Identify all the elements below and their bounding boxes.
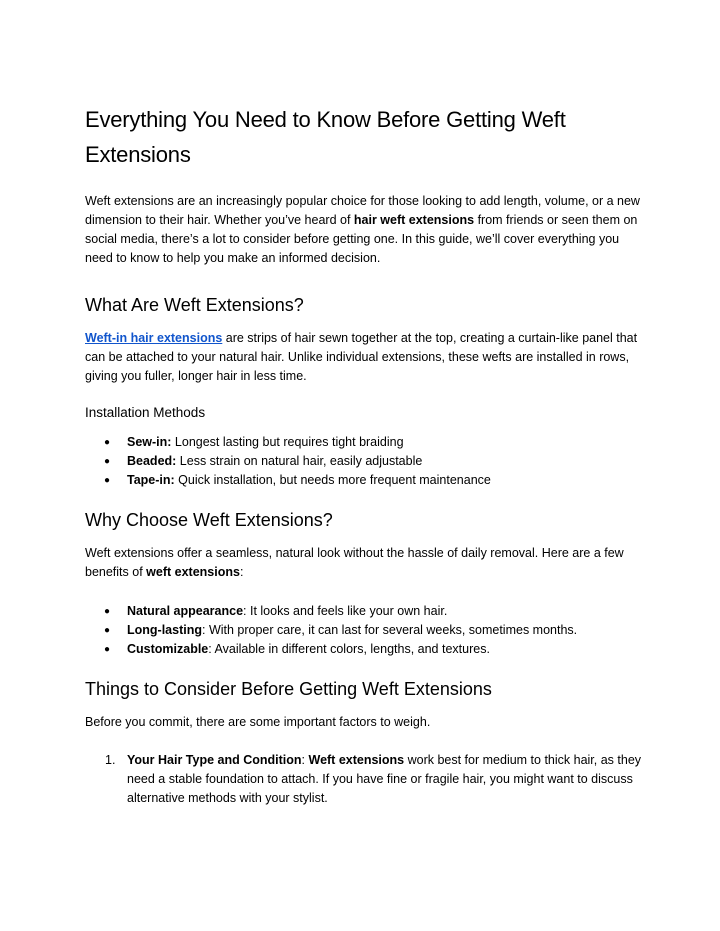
benefit-label: Long-lasting xyxy=(127,623,202,637)
consideration-text: work best for medium to thick hair, as they need a stable foundation to attach. If you have fine or fragile hair, you might want to discuss alternative methods with your stylist. xyxy=(127,753,642,805)
what-text: are strips of hair sewn together at the top, creating a curtain-like panel that can be attached to your natural hair. Unlike individual extensions, these wefts are installed in rows, giving you fuller, longer hair in less time. xyxy=(85,331,638,383)
section-heading-things: Things to Consider Before Getting Weft Extensions xyxy=(85,679,492,699)
consideration-separator: : xyxy=(301,753,309,767)
benefit-label: Natural appearance xyxy=(127,604,244,618)
bullet-icon: ● xyxy=(104,437,111,448)
bullet-icon: ● xyxy=(104,644,111,655)
list-item-consideration xyxy=(85,751,645,808)
things-intro-paragraph: Before you commit, there are some important factors to weigh. xyxy=(85,715,431,729)
bullet-icon: ● xyxy=(104,475,111,486)
benefit-text: : With proper care, it can last for several weeks, sometimes months. xyxy=(202,623,578,637)
method-label: Sew-in: xyxy=(127,435,172,449)
list-item-benefit xyxy=(85,602,645,621)
what-paragraph xyxy=(85,329,645,386)
list-number: 1. xyxy=(105,753,116,767)
list-item-benefit xyxy=(85,621,645,640)
section-heading-what: What Are Weft Extensions? xyxy=(85,295,304,315)
weft-in-extensions-link[interactable]: Weft-in hair extensions xyxy=(85,331,223,345)
document-page xyxy=(85,102,645,808)
method-text: Longest lasting but requires tight braiding xyxy=(171,435,404,449)
list-item-benefit xyxy=(85,640,645,659)
considerations-list xyxy=(85,751,645,808)
installation-methods-list xyxy=(85,433,645,490)
benefit-text: : Available in different colors, lengths, and textures. xyxy=(208,642,490,656)
method-label: Tape-in: xyxy=(127,473,175,487)
why-text-2: : xyxy=(239,565,244,579)
page-title: Everything You Need to Know Before Getting Weft Extensions xyxy=(85,107,566,167)
method-label: Beaded: xyxy=(127,454,177,468)
bullet-icon: ● xyxy=(104,456,111,467)
why-bold-term: weft extensions xyxy=(146,565,240,579)
why-paragraph xyxy=(85,544,645,582)
intro-bold-term: hair weft extensions xyxy=(353,213,475,227)
list-item-method xyxy=(85,452,645,471)
consideration-bold-term: Weft extensions xyxy=(308,753,405,767)
list-item-method xyxy=(85,471,645,490)
section-heading-why: Why Choose Weft Extensions? xyxy=(85,510,333,530)
consideration-label: Your Hair Type and Condition xyxy=(127,753,302,767)
subheading-installation-methods: Installation Methods xyxy=(85,405,206,420)
intro-text-2: from friends or seen them on social media, there’s a lot to consider before getting one. In this guide, we’ll cover everything you need to know to help you make an informed decision. xyxy=(85,213,638,265)
list-item-method xyxy=(85,433,645,452)
bullet-icon: ● xyxy=(104,625,111,636)
method-text: Quick installation, but needs more frequent maintenance xyxy=(174,473,491,487)
bullet-icon: ● xyxy=(104,606,111,617)
method-text: Less strain on natural hair, easily adjustable xyxy=(176,454,423,468)
benefit-text: : It looks and feels like your own hair. xyxy=(243,604,448,618)
why-text-1: Weft extensions offer a seamless, natural look without the hassle of daily removal. Here are a few benefits of xyxy=(85,546,624,579)
benefit-label: Customizable xyxy=(127,642,209,656)
benefits-list xyxy=(85,602,645,659)
intro-paragraph xyxy=(85,192,645,268)
intro-text-1: Weft extensions are an increasingly popular choice for those looking to add length, volume, or a new dimension to their hair. Whether you’ve heard of xyxy=(85,194,640,227)
